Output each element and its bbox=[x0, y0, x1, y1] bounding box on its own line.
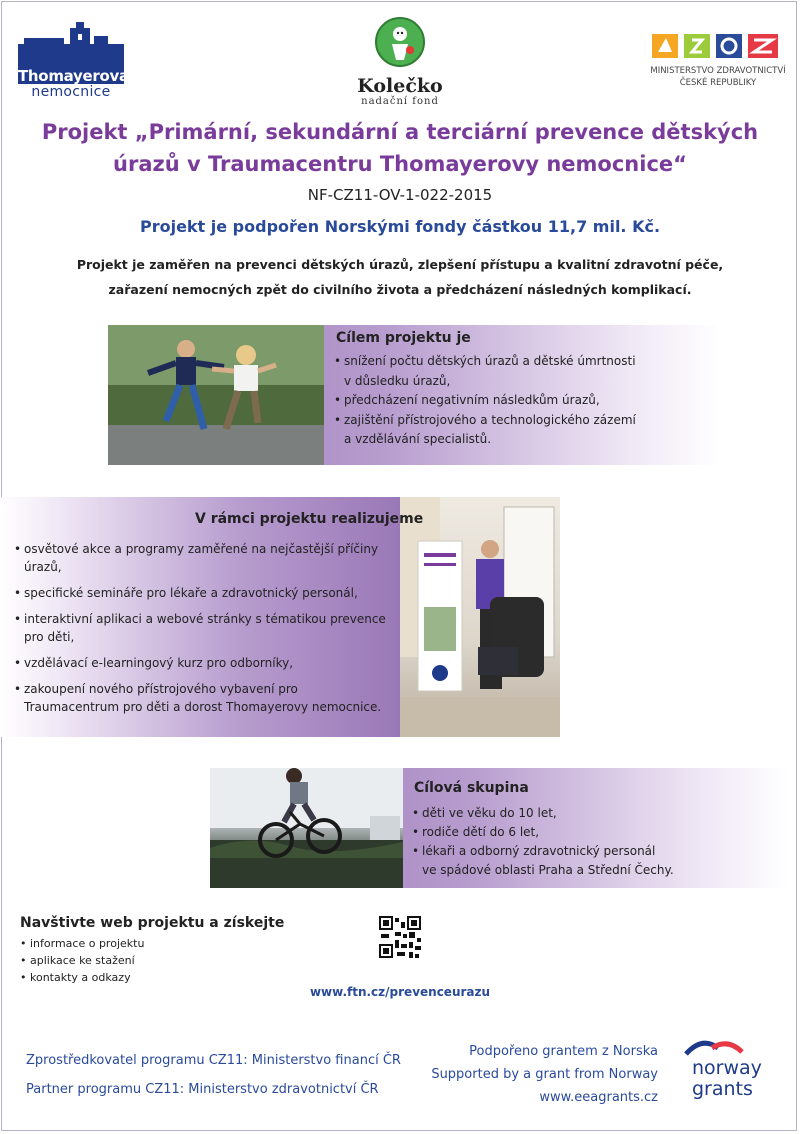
ministry-line2: ČESKÉ REPUBLIKY bbox=[679, 78, 757, 88]
thomayer-name-line2: nemocnice bbox=[31, 84, 111, 100]
list-item: • aplikace ke stažení bbox=[20, 952, 320, 969]
list-item: • snížení počtu dětských úrazů a dětské úmrtnosti bbox=[334, 352, 714, 372]
jumping-children-illustration bbox=[108, 325, 324, 465]
target-list bbox=[412, 804, 752, 880]
kolecko-name: Kolečko bbox=[357, 75, 443, 97]
list-item bbox=[334, 430, 714, 450]
qr-code-icon[interactable] bbox=[379, 916, 421, 958]
list-item-continuation: ve spádové oblasti Praha a Střední Čechy. bbox=[422, 863, 674, 877]
photo-bmx-rider bbox=[210, 768, 403, 888]
visit-heading: Navštivte web projektu a získejte bbox=[20, 915, 285, 931]
realize-list bbox=[14, 540, 394, 724]
seminar-illustration bbox=[400, 497, 560, 737]
grant-en-text: Supported by a grant from Norway bbox=[431, 1067, 658, 1082]
visit-list bbox=[20, 935, 320, 986]
grants-word: grants bbox=[692, 1078, 753, 1100]
norway-word: norway bbox=[692, 1057, 762, 1079]
list-item: • lékaři a odborný zdravotnický personál bbox=[412, 842, 752, 861]
list-item-continuation: v důsledku úrazů, bbox=[344, 373, 451, 388]
project-website-link[interactable]: www.ftn.cz/prevenceurazu bbox=[309, 985, 491, 999]
target-heading: Cílová skupina bbox=[414, 780, 529, 796]
list-item: • děti ve věku do 10 let, bbox=[412, 804, 752, 823]
list-item: • osvětové akce a programy zaměřené na nejčastější příčiny úrazů, bbox=[14, 540, 394, 576]
partner-text: Partner programu CZ11: Ministerstvo zdravotnictví ČR bbox=[26, 1082, 379, 1097]
list-item: • kontakty a odkazy bbox=[20, 969, 320, 986]
project-title-line1: Projekt „Primární, sekundární a terciární prevence dětských bbox=[41, 120, 759, 144]
norway-grants-logo bbox=[676, 1036, 788, 1106]
ministry-mark-icon bbox=[648, 30, 788, 62]
ministry-line1: MINISTERSTVO ZDRAVOTNICTVÍ bbox=[650, 66, 786, 76]
thomayer-name-line1: Thomayerova bbox=[18, 67, 129, 85]
thomayer-logo bbox=[18, 22, 128, 102]
intro-line1: Projekt je zaměřen na prevenci dětských úrazů, zlepšení přístupu a kvalitní zdravotní péče, bbox=[76, 257, 724, 272]
project-title-line2: úrazů v Traumacentru Thomayerovy nemocnice“ bbox=[113, 152, 687, 176]
list-item: • informace o projektu bbox=[20, 935, 320, 952]
list-item: • rodiče dětí do 6 let, bbox=[412, 823, 752, 842]
program-partners bbox=[26, 1046, 401, 1104]
grant-support bbox=[400, 1040, 658, 1109]
grant-cz-text: Podpořeno grantem z Norska bbox=[469, 1044, 658, 1059]
ministry-logo bbox=[648, 30, 788, 90]
project-title bbox=[40, 116, 760, 180]
list-item bbox=[334, 372, 714, 392]
eeagrants-link[interactable]: www.eeagrants.cz bbox=[539, 1090, 658, 1105]
goal-heading: Cílem projektu je bbox=[336, 330, 471, 346]
list-item: • vzdělávací e-learningový kurz pro odborníky, bbox=[14, 654, 394, 672]
project-intro bbox=[60, 252, 740, 302]
intermediary-text: Zprostředkovatel programu CZ11: Ministerstvo financí ČR bbox=[26, 1053, 401, 1068]
list-item-continuation: a vzdělávání specialistů. bbox=[344, 432, 492, 446]
goal-list bbox=[334, 352, 714, 450]
list-item: • zakoupení nového přístrojového vybavení pro Traumacentrum pro děti a dorost Thomayerovy nemocnice. bbox=[14, 680, 394, 716]
kolecko-sub: nadační fond bbox=[361, 96, 439, 107]
list-item: • specifické semináře pro lékaře a zdravotnický personál, bbox=[14, 584, 394, 602]
photo-seminar bbox=[400, 497, 560, 737]
kolecko-child-icon bbox=[340, 14, 460, 70]
norway-grants-arc-icon bbox=[682, 1036, 752, 1058]
project-code: NF-CZ11-OV-1-022-2015 bbox=[307, 186, 493, 204]
list-item bbox=[412, 861, 752, 880]
intro-line2: zařazení nemocných zpět do civilního života a předcházení následných komplikací. bbox=[108, 282, 692, 297]
photo-jumping-children bbox=[108, 325, 324, 465]
list-item: • interaktivní aplikaci a webové stránky s tématikou prevence pro děti, bbox=[14, 610, 394, 646]
realize-heading: V rámci projektu realizujeme bbox=[195, 511, 424, 527]
list-item: • předcházení negativním následkům úrazů, bbox=[334, 391, 714, 411]
hospital-building-icon bbox=[18, 22, 128, 67]
kolecko-logo bbox=[340, 14, 460, 109]
bmx-rider-illustration bbox=[210, 768, 403, 888]
list-item: • zajištění přístrojového a technologického zázemí bbox=[334, 411, 714, 431]
support-statement: Projekt je podpořen Norskými fondy částkou 11,7 mil. Kč. bbox=[139, 217, 661, 236]
